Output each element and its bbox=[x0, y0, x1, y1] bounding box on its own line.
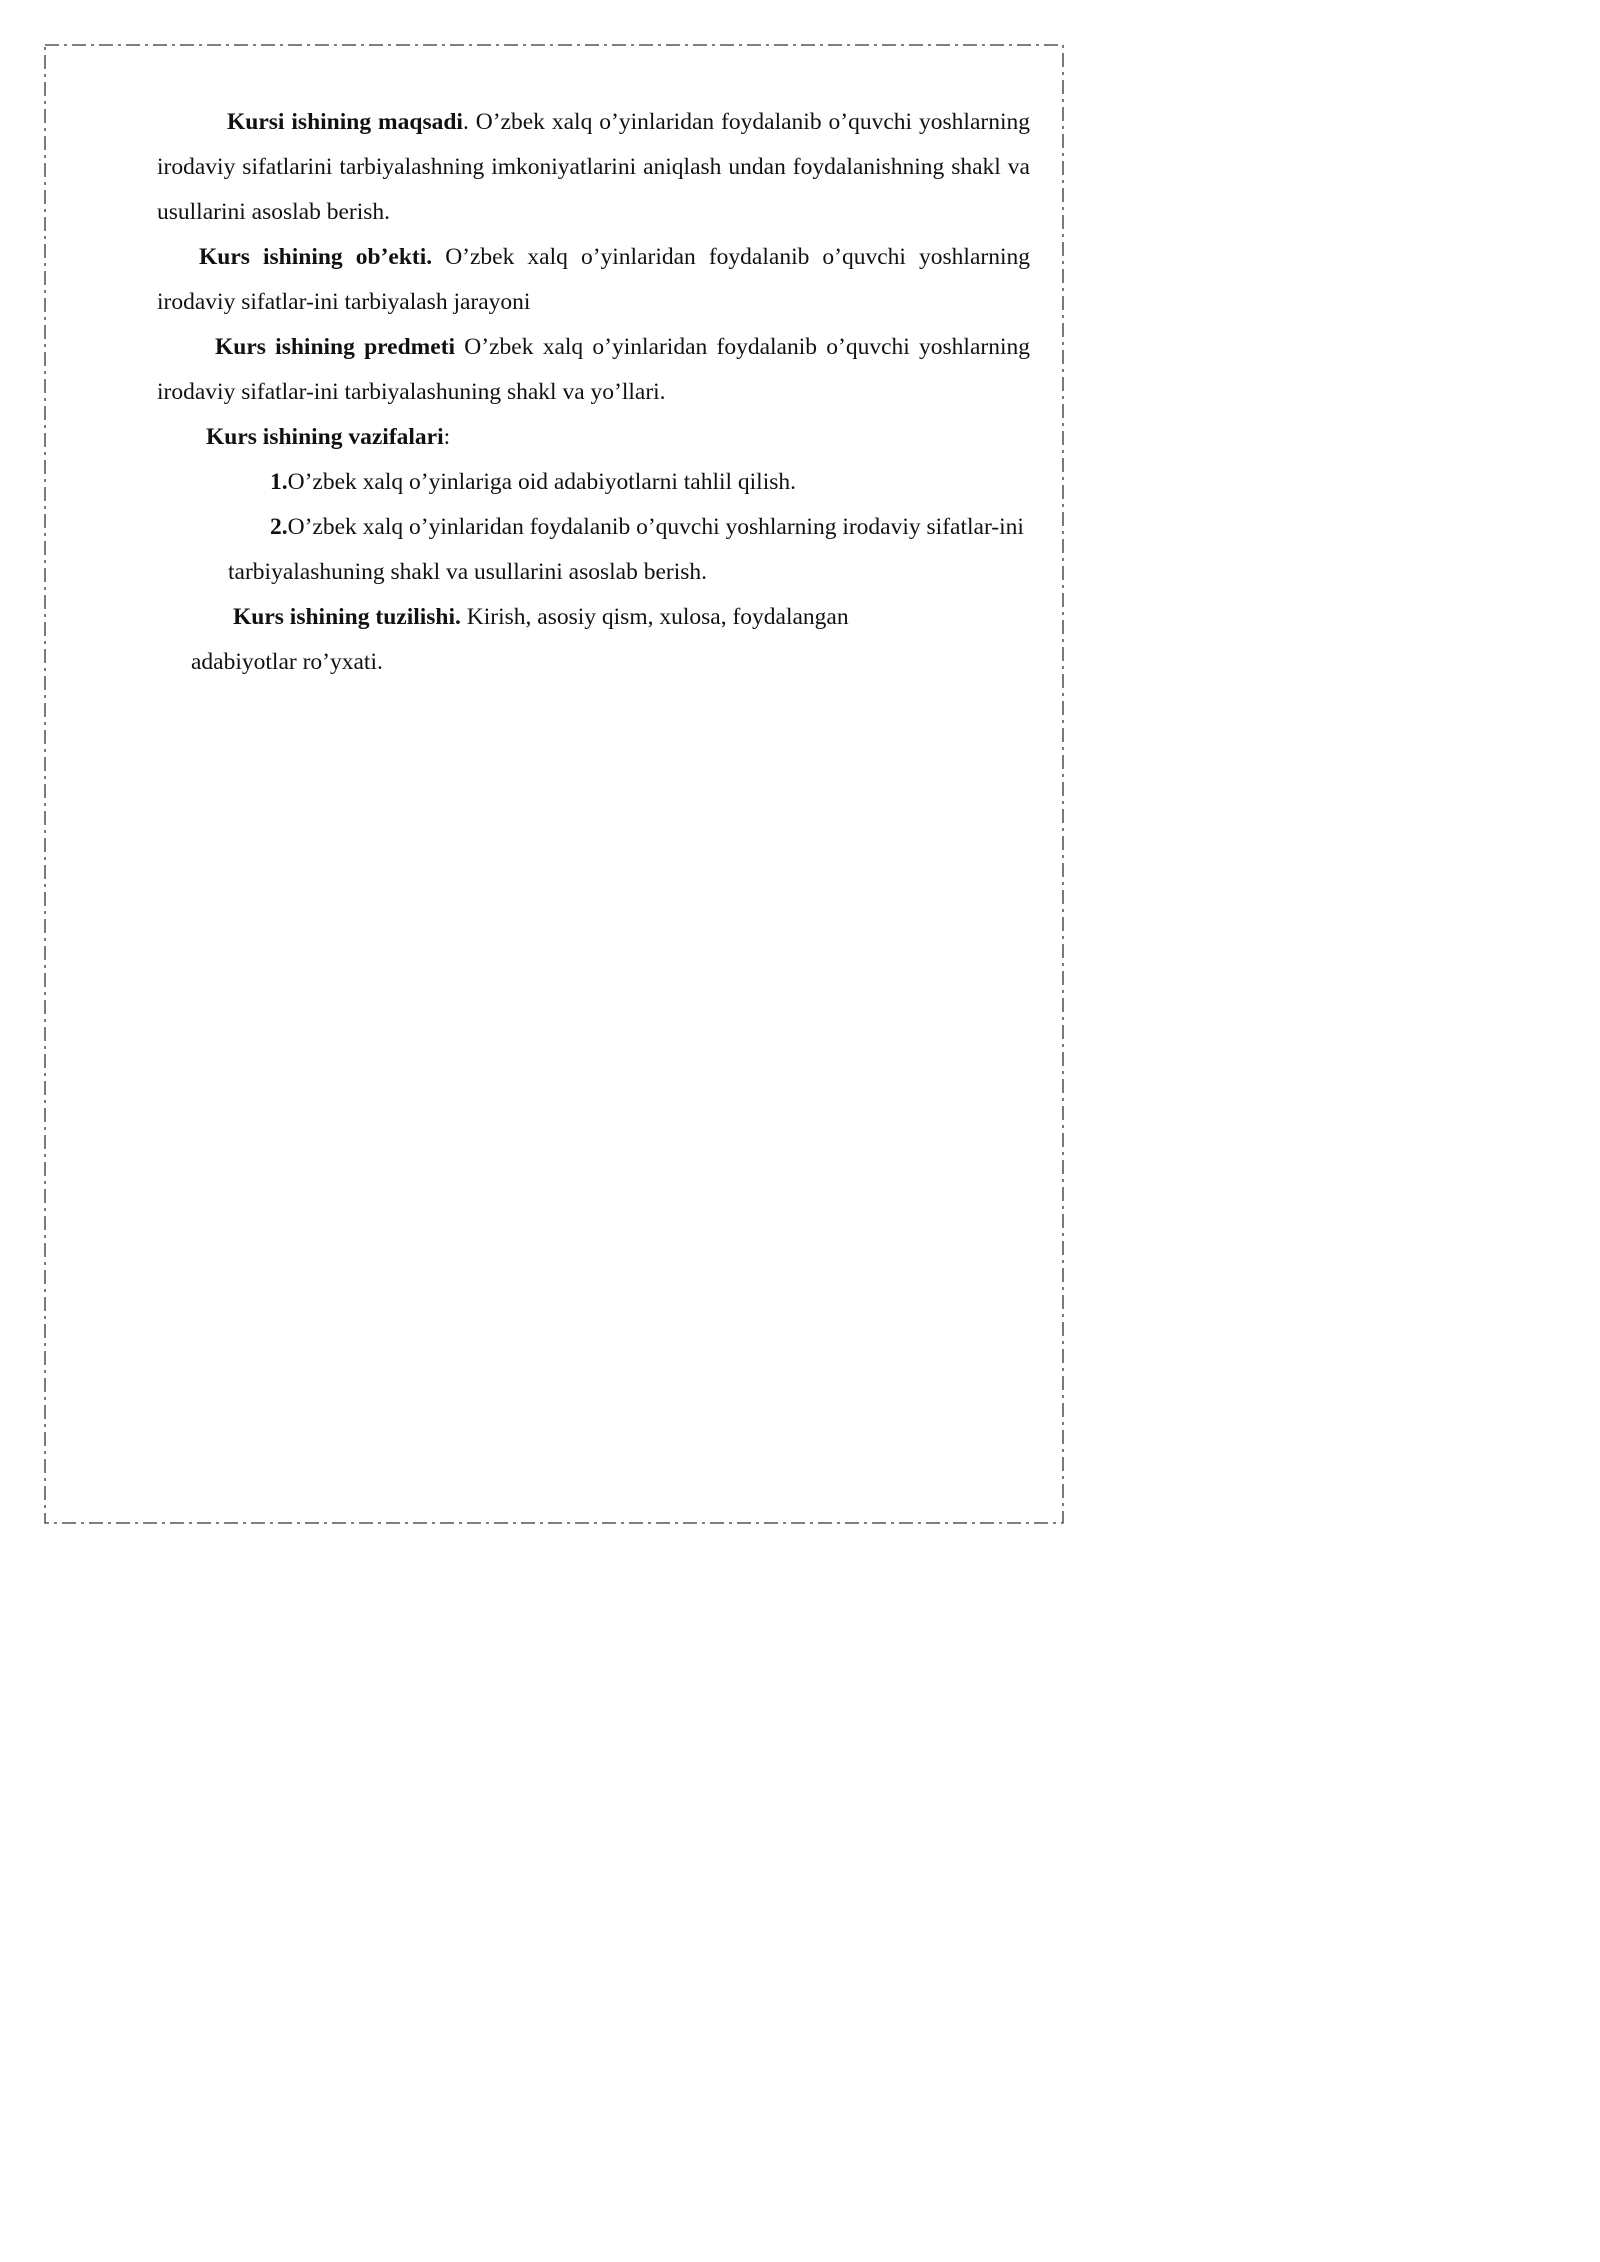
task-item-1 bbox=[157, 460, 1030, 505]
task-number: 2. bbox=[270, 514, 288, 540]
structure-text: Kirish, asosiy qism, xulosa, foydalangan adabiyotlar ro’yxati. bbox=[191, 604, 849, 675]
task-number: 1. bbox=[270, 469, 288, 495]
subject-heading: Kurs ishining predmeti bbox=[215, 334, 456, 360]
task-item-2 bbox=[157, 505, 1030, 595]
tasks-paragraph bbox=[157, 415, 1030, 460]
task-text: O’zbek xalq o’yinlaridan foydalanib o’quvchi yoshlarning irodaviy sifatlar-ini tarbiyalashuning shakl va usullarini asoslab berish. bbox=[228, 514, 1024, 585]
purpose-text: O’zbek xalq o’yinlaridan foydalanib o’quvchi yoshlarning irodaviy sifatlarini tarbiyalashning imkoniyatlarini aniqlash undan foydalanishning shakl va usullarini asoslab berish. bbox=[157, 109, 1030, 225]
task-text: O’zbek xalq o’yinlariga oid adabiyotlarni tahlil qilish. bbox=[287, 469, 797, 495]
object-text: O’zbek xalq o’yinlaridan foydalanib o’quvchi yoshlarning irodaviy sifatlar-ini tarbiyalash jarayoni bbox=[157, 244, 1030, 315]
purpose-heading: Kursi ishining maqsadi bbox=[227, 109, 463, 135]
purpose-paragraph bbox=[157, 100, 1030, 235]
purpose-separator: . bbox=[462, 109, 469, 135]
object-paragraph bbox=[157, 235, 1030, 325]
tasks-heading: Kurs ishining vazifalari bbox=[206, 424, 444, 450]
subject-paragraph bbox=[157, 325, 1030, 415]
tasks-separator: : bbox=[443, 424, 451, 450]
document-body bbox=[157, 100, 1030, 685]
structure-paragraph bbox=[157, 595, 930, 685]
object-heading: Kurs ishining ob’ekti. bbox=[199, 244, 433, 270]
structure-heading: Kurs ishining tuzilishi. bbox=[233, 604, 461, 630]
subject-text: O’zbek xalq o’yinlaridan foydalanib o’quvchi yoshlarning irodaviy sifatlar-ini tarbiyalashuning shakl va yo’llari. bbox=[157, 334, 1030, 405]
